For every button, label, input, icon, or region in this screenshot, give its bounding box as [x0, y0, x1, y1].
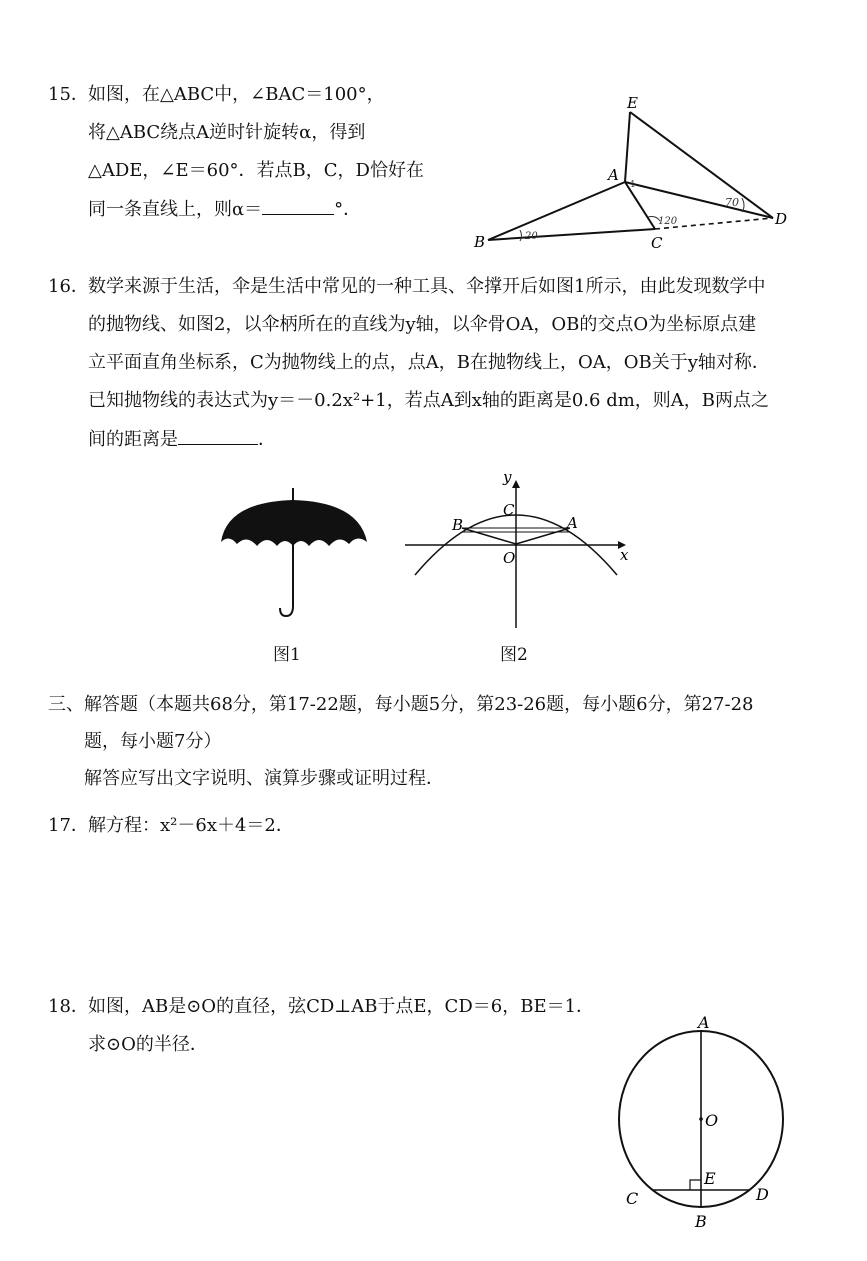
angle-b-note: 20 — [525, 231, 538, 242]
y-axis-arrow — [512, 480, 520, 488]
center-dot — [699, 1117, 703, 1121]
q15-line2: 将△ABC绕点A逆时针旋转α，得到 — [88, 122, 366, 143]
label-d: D — [756, 1185, 769, 1204]
segment-ab — [488, 182, 625, 240]
q15-line4: 同一条直线上，则α＝ °． — [88, 199, 362, 220]
label-c: C — [651, 234, 663, 252]
rib-ob — [462, 528, 516, 544]
q15-line1: 如图，在△ABC中，∠BAC＝100°， — [88, 84, 385, 105]
segment-ed — [630, 112, 773, 218]
q15-line3: △ADE，∠E＝60°．若点B，C，D恰好在 — [88, 160, 424, 181]
q16-line5: 间的距离是 ． — [88, 429, 276, 450]
label-a: A — [698, 1013, 710, 1032]
label-e: E — [627, 94, 638, 112]
label-o: O — [503, 549, 516, 567]
umbrella-icon — [215, 484, 375, 624]
fig2-caption: 图2 — [500, 645, 528, 665]
segment-ea — [625, 112, 630, 182]
q18-figure — [612, 1008, 802, 1236]
label-c: C — [503, 501, 515, 519]
angle-a-note: 1 — [630, 180, 636, 190]
angle-c-note: 120 — [658, 216, 678, 227]
right-angle-mark — [690, 1180, 701, 1190]
label-b: B — [452, 516, 464, 534]
q15-figure — [470, 90, 800, 260]
fig1-caption: 图1 — [273, 645, 301, 665]
q15-number: 15． — [48, 84, 89, 105]
label-a: A — [567, 514, 578, 532]
label-b: B — [474, 233, 486, 251]
label-e: E — [704, 1169, 716, 1188]
q18-line1: 如图，AB是⊙O的直径，弦CD⊥AB于点E，CD＝6，BE＝1． — [88, 996, 595, 1017]
q17-number: 17． — [48, 815, 89, 836]
label-c: C — [626, 1189, 639, 1208]
label-a: A — [608, 166, 619, 184]
q18-number: 18． — [48, 996, 89, 1017]
q18-line2: 求⊙O的半径． — [88, 1034, 208, 1055]
angle-mark-b — [520, 230, 522, 241]
q17-text: 解方程：x²－6x＋4＝2． — [88, 815, 294, 836]
q16-figure2 — [400, 470, 640, 630]
q16-answer-blank[interactable] — [178, 428, 258, 445]
q16-line3: 立平面直角坐标系，C为抛物线上的点，点A，B在抛物线上，OA，OB关于y轴对称． — [88, 352, 770, 373]
rib-oa — [516, 528, 570, 544]
section3-line3: 解答应写出文字说明、演算步骤或证明过程． — [84, 768, 444, 789]
segment-ad — [625, 182, 773, 218]
section3-line1: 三、解答题（本题共68分，第17-22题，每小题5分，第23-26题，每小题6分，第27-28 — [48, 694, 754, 715]
label-o: O — [705, 1111, 719, 1130]
label-b: B — [695, 1212, 707, 1231]
q16-number: 16． — [48, 276, 89, 297]
angle-d-note: 70 — [725, 196, 739, 209]
q16-line4: 已知抛物线的表达式为y＝－0.2x²+1，若点A到x轴的距离是0.6 dm，则A，B两点之 — [88, 390, 770, 411]
label-x: x — [620, 546, 629, 564]
q16-line2: 的抛物线、如图2，以伞柄所在的直线为y轴，以伞骨OA，OB的交点O为坐标原点建 — [88, 314, 757, 335]
label-d: D — [775, 210, 788, 228]
q15-answer-blank[interactable] — [262, 198, 334, 215]
label-y: y — [503, 470, 512, 486]
section3-line2: 题，每小题7分） — [84, 731, 222, 752]
segment-bc — [488, 229, 655, 240]
q16-line1: 数学来源于生活，伞是生活中常见的一种工具、伞撑开后如图1所示，由此发现数学中 — [88, 276, 766, 297]
